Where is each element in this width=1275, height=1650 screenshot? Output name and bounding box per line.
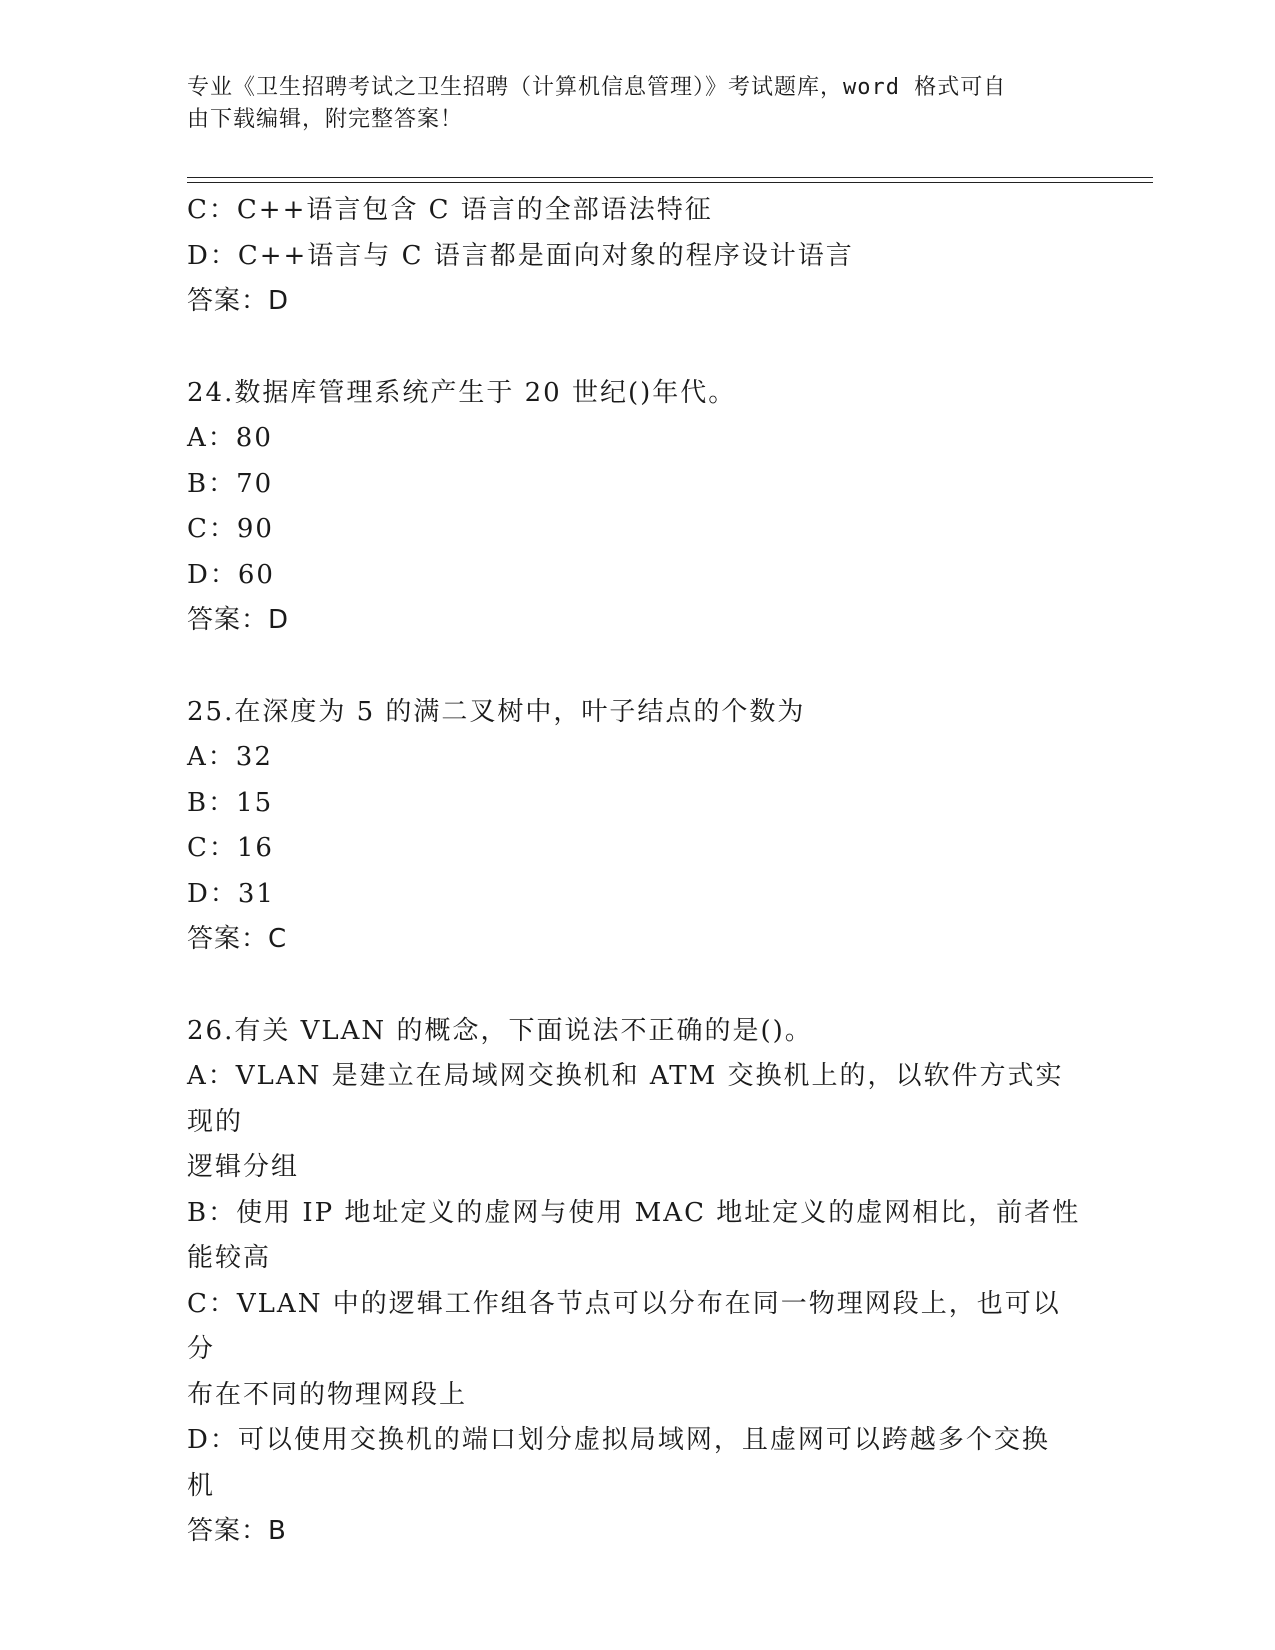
answer: 答案：D xyxy=(187,286,290,316)
option-d-line-2: 机 xyxy=(187,1470,216,1501)
header-divider-top xyxy=(187,177,1153,178)
spacer xyxy=(187,325,1087,371)
option-b-line-1: B：使用 IP 地址定义的虚网与使用 MAC 地址定义的虚网相比，前者性 xyxy=(187,1197,1081,1228)
question-text: 25.在深度为 5 的满二叉树中，叶子结点的个数为 xyxy=(187,696,806,727)
question-text: 26.有关 VLAN 的概念，下面说法不正确的是()。 xyxy=(187,1015,813,1046)
option-c: C：16 xyxy=(187,833,274,863)
option-c-line-1: C：VLAN 中的逻辑工作组各节点可以分布在同一物理网段上，也可以分 xyxy=(187,1288,1061,1364)
question-26 xyxy=(187,1009,1087,1555)
option-c: C：90 xyxy=(187,514,274,544)
answer: 答案：D xyxy=(187,605,290,635)
option-d: D：C++语言与 C 语言都是面向对象的程序设计语言 xyxy=(187,240,854,271)
option-b: B：15 xyxy=(187,787,274,818)
question-23-tail xyxy=(187,188,1087,325)
option-a-line-1: A：VLAN 是建立在局域网交换机和 ATM 交换机上的，以软件方式实现的 xyxy=(187,1061,1064,1137)
spacer xyxy=(187,644,1087,690)
answer: 答案：C xyxy=(187,924,288,954)
question-24 xyxy=(187,371,1087,644)
question-text: 24.数据库管理系统产生于 20 世纪()年代。 xyxy=(187,377,737,408)
header-divider-bottom xyxy=(187,182,1153,183)
option-a-line-2: 逻辑分组 xyxy=(187,1152,300,1182)
question-25 xyxy=(187,690,1087,963)
option-b-line-2: 能较高 xyxy=(187,1243,272,1273)
option-c-line-2: 布在不同的物理网段上 xyxy=(187,1379,468,1410)
option-b: B：70 xyxy=(187,468,274,499)
option-c: C：C++语言包含 C 语言的全部语法特征 xyxy=(187,195,713,225)
option-a: A：80 xyxy=(187,423,273,453)
option-d: D：31 xyxy=(187,878,275,909)
header-line-2: 由下载编辑，附完整答案！ xyxy=(187,107,464,132)
option-d: D：60 xyxy=(187,559,275,590)
answer: 答案：B xyxy=(187,1516,287,1546)
option-d-line-1: D：可以使用交换机的端口划分虚拟局域网，且虚网可以跨越多个交换 xyxy=(187,1425,1050,1455)
spacer xyxy=(187,963,1087,1009)
document-header xyxy=(187,72,1067,136)
header-line-1: 专业《卫生招聘考试之卫生招聘（计算机信息管理）》考试题库，word 格式可自 xyxy=(187,75,1007,100)
option-a: A：32 xyxy=(187,742,273,772)
question-list xyxy=(187,188,1087,1555)
